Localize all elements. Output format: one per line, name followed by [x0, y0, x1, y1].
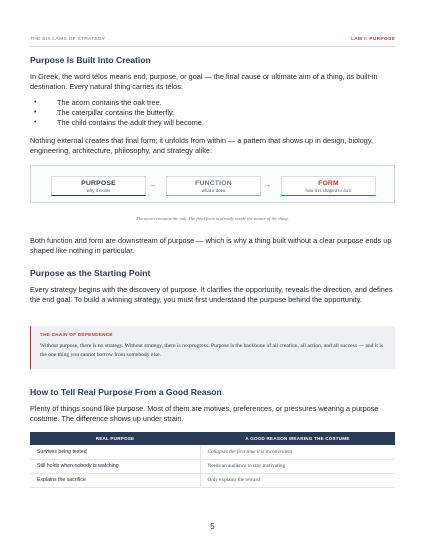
purpose-function-form-diagram	[30, 165, 395, 203]
diagram-node-function	[166, 176, 261, 196]
diagram-node-purpose	[51, 176, 146, 196]
node-title: FORM	[318, 180, 339, 187]
real-purpose-paragraph: Plenty of things sound like purpose. Most of them are motives, preferences, or pressures wearing a purpose costume. The difference shows up under strain.	[30, 404, 379, 424]
node-title: FUNCTION	[195, 180, 232, 187]
node-title: PURPOSE	[81, 180, 116, 187]
table-cell: Still holds when nobody is watching	[30, 459, 200, 473]
table-header-row	[30, 432, 395, 445]
header-divider	[30, 46, 395, 47]
table-row	[30, 473, 395, 487]
book-title: THE SIX LAWS OF STRATEGY	[30, 36, 106, 42]
list-item: • The caterpillar contains the butterfly.	[30, 108, 390, 118]
table-cell: Explains the sacrifice	[30, 473, 200, 487]
table-row	[30, 459, 395, 473]
table-cell: Survives being tested	[30, 445, 200, 459]
diagram-caption: The acorn contains the oak. The final form is already inside the nature of the thing.	[136, 216, 289, 221]
table-cell: Only explains the reward	[200, 473, 395, 487]
heading-real-purpose: How to Tell Real Purpose From a Good Reason	[30, 387, 222, 397]
section-label: LAW I: PURPOSE	[351, 36, 395, 42]
page-number: 5	[210, 522, 215, 531]
downstream-paragraph: Both function and form are downstream of purpose — which is why a thing built without a clear purpose ends up shaped like nothing in particular.	[30, 236, 392, 256]
unfolding-paragraph: Nothing external creates that final form; it unfolds from within — a pattern that shows up in design, biology, engineering, architecture, philosophy, and strategy alike:	[30, 136, 373, 156]
column-header-good-reason: A GOOD REASON WEARING THE COSTUME	[200, 432, 395, 445]
table-cell: Needs an audience to stay motivating	[200, 459, 395, 473]
telos-examples-list	[30, 98, 390, 127]
node-subtitle: how it is shaped to do it	[305, 188, 352, 193]
starting-point-paragraph: Every strategy begins with the discovery of purpose. It clarifies the opportunity, reveals the direction, and defines the end goal. To build a winning strategy, you must first understand the purpose behind the opportunity.	[30, 285, 393, 305]
chain-of-dependence-callout	[30, 326, 395, 369]
callout-body: Without purpose, there is no strategy. Without strategy, there is no progress. Purpose is the backbone of all creation, all action, and all success — and it is the one thing you cannot borrow from somebody else.	[40, 343, 384, 358]
running-header	[30, 32, 395, 46]
arrow-right-icon: →	[264, 182, 271, 189]
purpose-comparison-table	[30, 432, 395, 488]
list-item: • The acorn contains the oak tree.	[30, 98, 390, 108]
telos-intro-paragraph: In Greek, the word télos means end, purpose, or goal — the final cause or ultimate aim of a thing, its built-in destination. Every natural thing carries its télos.	[30, 72, 378, 92]
heading-purpose-built-into-creation: Purpose Is Built Into Creation	[30, 55, 151, 65]
node-subtitle: why it exists	[86, 188, 111, 193]
table-cell: Collapses the first time it is inconvenient	[200, 445, 395, 459]
callout-label: THE CHAIN OF DEPENDENCE	[40, 332, 113, 337]
list-item: • The child contains the adult they will become.	[30, 118, 390, 128]
diagram-node-form	[281, 176, 376, 196]
arrow-right-icon: →	[149, 182, 156, 189]
heading-purpose-starting-point: Purpose as the Starting Point	[30, 268, 151, 278]
column-header-real-purpose: REAL PURPOSE	[30, 432, 200, 445]
node-subtitle: what it does	[201, 188, 226, 193]
table-row	[30, 445, 395, 459]
